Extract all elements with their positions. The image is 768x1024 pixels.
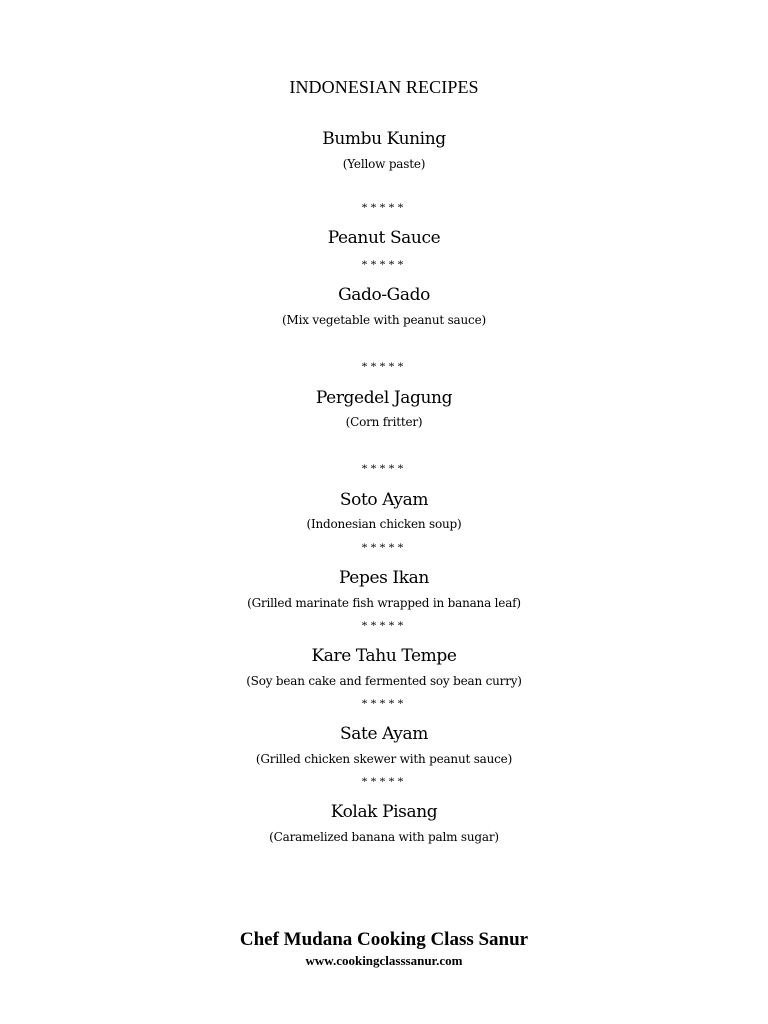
recipe-description-kare-tahu-tempe: (Soy bean cake and fermented soy bean curry) [246,674,522,688]
page-title: INDONESIAN RECIPES [289,77,479,97]
separator: ***** [361,540,407,554]
recipe-title-gado-gado: Gado-Gado [338,285,430,305]
separator: ***** [361,200,407,214]
recipe-title-bumbu-kuning: Bumbu Kuning [322,129,446,149]
separator: ***** [361,618,407,632]
recipe-description-pepes-ikan: (Grilled marinate fish wrapped in banana leaf) [247,596,521,610]
separator: ***** [361,461,407,475]
footer-website-link[interactable]: www.cookingclasssanur.com [305,953,463,968]
recipe-description-sate-ayam: (Grilled chicken skewer with peanut sauce) [255,752,513,766]
separator: ***** [361,696,407,710]
recipe-description-pergedel-jagung: (Corn fritter) [345,415,423,429]
footer-business-name: Chef Mudana Cooking Class Sanur [239,929,529,950]
recipe-description-soto-ayam: (Indonesian chicken soup) [306,517,462,531]
recipe-description-kolak-pisang: (Caramelized banana with palm sugar) [269,830,499,844]
recipe-description-bumbu-kuning: (Yellow paste) [342,157,426,171]
recipe-title-soto-ayam: Soto Ayam [339,490,429,510]
separator: ***** [361,359,407,373]
recipe-title-kolak-pisang: Kolak Pisang [330,802,438,822]
recipe-title-pepes-ikan: Pepes Ikan [339,568,429,588]
separator: ***** [361,257,407,271]
recipe-description-gado-gado: (Mix vegetable with peanut sauce) [282,313,486,327]
recipe-title-sate-ayam: Sate Ayam [340,724,428,744]
recipe-title-peanut-sauce: Peanut Sauce [327,228,441,248]
recipe-title-kare-tahu-tempe: Kare Tahu Tempe [311,646,457,666]
separator: ***** [361,774,407,788]
recipe-title-pergedel-jagung: Pergedel Jagung [315,388,453,408]
